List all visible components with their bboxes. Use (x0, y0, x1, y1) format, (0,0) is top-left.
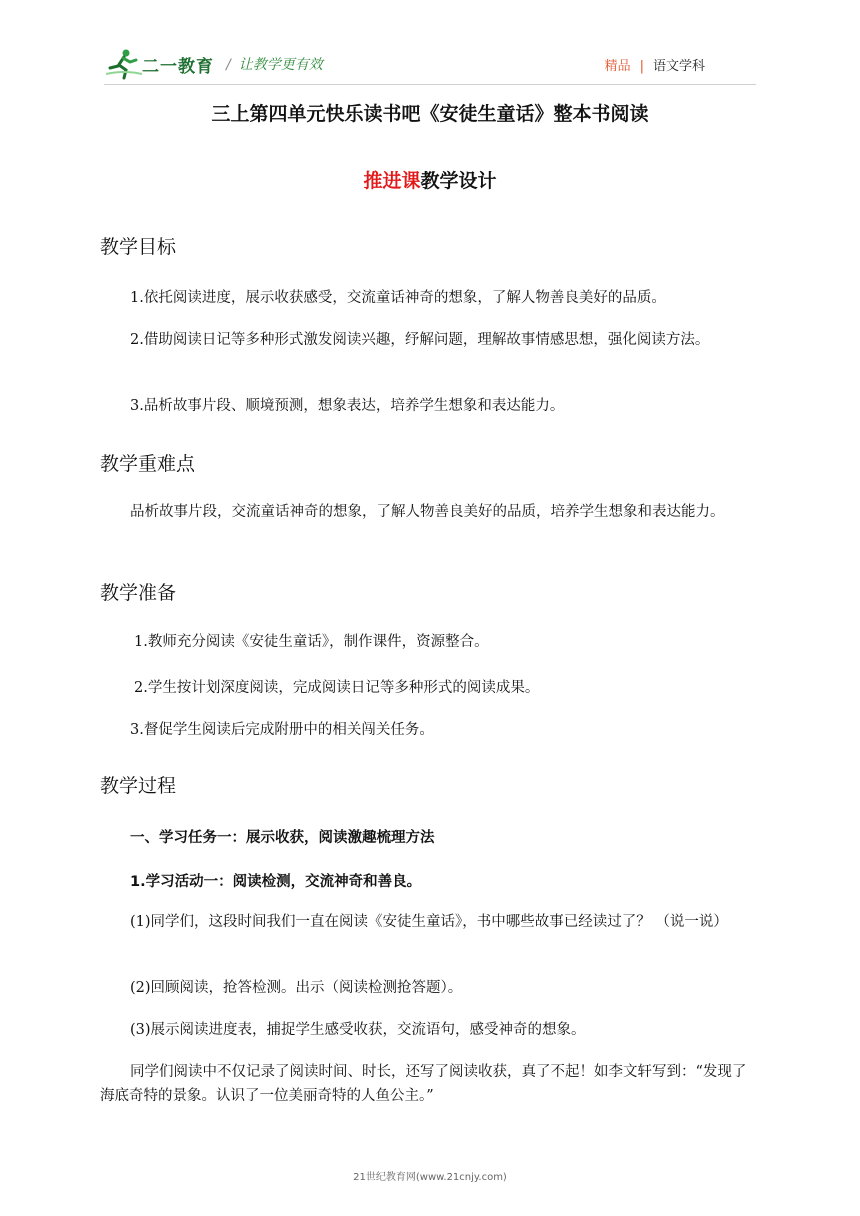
process-step-2: (2)回顾阅读，抢答检测。出示（阅读检测抢答题）。 (130, 980, 463, 996)
goal-item-2: 2.借助阅读日记等多种形式激发阅读兴趣，纾解问题，理解故事情感思想，强化阅读方法。 (130, 332, 710, 348)
tag-divider: | (639, 59, 644, 74)
page-header (0, 0, 860, 90)
prep-item-2: 2.学生按计划深度阅读，完成阅读日记等多种形式的阅读成果。 (134, 680, 540, 696)
subject-tag (605, 55, 705, 74)
runner-logo-icon (104, 48, 144, 80)
process-step-1: (1)同学们，这段时间我们一直在阅读《安徒生童话》，书中哪些故事已经读过了？ （说一说） (130, 914, 728, 930)
quality-label: 精品 (604, 59, 631, 74)
document-title: 三上第四单元快乐读书吧《安徒生童话》整本书阅读 (211, 103, 649, 125)
slogan (226, 54, 323, 74)
process-step-3: (3)展示阅读进度表，捕捉学生感受收获，交流语句，感受神奇的想象。 (130, 1022, 586, 1038)
goal-item-1: 1.依托阅读进度，展示收获感受，交流童话神奇的想象，了解人物善良美好的品质。 (130, 290, 666, 306)
slogan-separator: / (226, 57, 231, 73)
subtitle-rest: 教学设计 (420, 170, 497, 192)
subject-label: 语文学科 (652, 59, 705, 74)
task-1-heading: 一、学习任务一：展示收获，阅读激趣梳理方法 (130, 830, 435, 846)
section-heading-key-points: 教学重难点 (100, 453, 196, 475)
section-heading-goals: 教学目标 (100, 236, 177, 258)
activity-1-heading: 1.学习活动一：阅读检测，交流神奇和善良。 (130, 874, 422, 890)
subtitle-highlight: 推进课 (363, 170, 421, 192)
logo (104, 48, 224, 80)
prep-item-3: 3.督促学生阅读后完成附册中的相关闯关任务。 (130, 722, 434, 738)
page-footer: 21世纪教育网(www.21cnjy.com) (353, 1172, 507, 1183)
section-heading-process: 教学过程 (100, 775, 177, 797)
key-points-text: 品析故事片段，交流童话神奇的想象，了解人物善良美好的品质，培养学生想象和表达能力。 (130, 504, 725, 520)
section-heading-preparation: 教学准备 (100, 582, 177, 604)
logo-text: 二一教育 (142, 57, 214, 77)
prep-item-1: 1.教师充分阅读《安徒生童话》，制作课件，资源整合。 (134, 634, 489, 650)
header-divider (104, 84, 756, 85)
goal-item-3: 3.品析故事片段、顺境预测，想象表达，培养学生想象和表达能力。 (130, 398, 565, 414)
document-subtitle (0, 166, 860, 193)
slogan-text: 让教学更有效 (238, 57, 323, 73)
process-closing-paragraph: 同学们阅读中不仅记录了阅读时间、时长，还写了阅读收获，真了不起！如李文轩写到：“发现了海底奇特的景象。认识了一位美丽奇特的人鱼公主。” (100, 1064, 747, 1104)
